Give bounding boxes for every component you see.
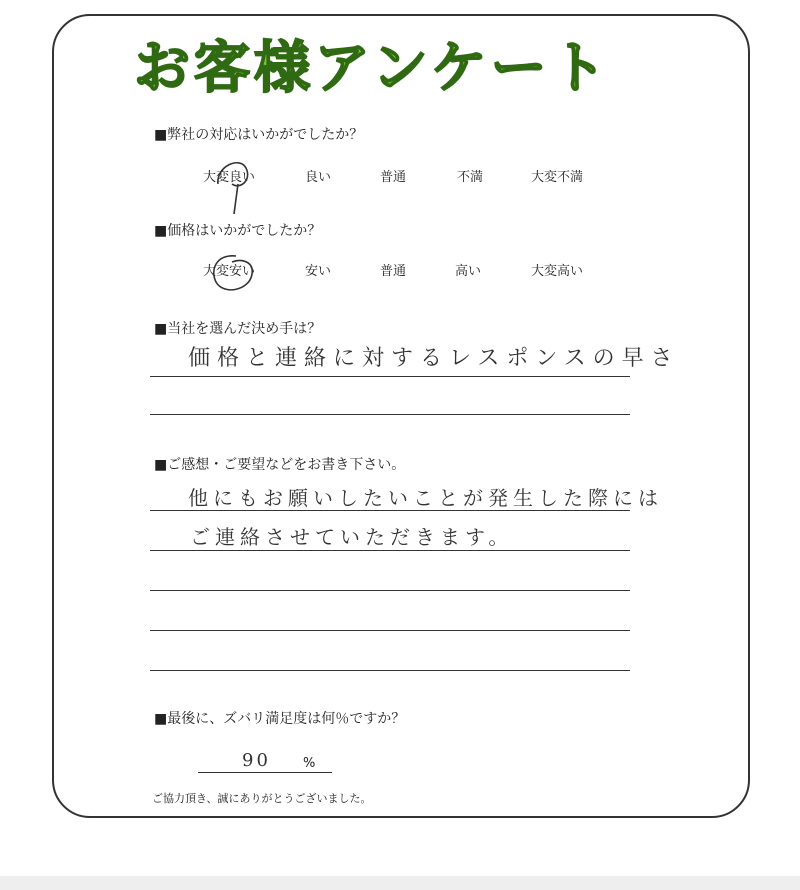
question-comments: ■ご感想・ご要望などをお書き下さい。 [154, 457, 406, 473]
question-price: ■価格はいかがでしたか？ [154, 223, 322, 239]
option-service-very-dissatisfied[interactable]: 大変不満 [531, 170, 584, 185]
thanks-footer: ご協力頂き、誠にありがとうございました。 [152, 792, 372, 805]
page-edge [0, 876, 800, 890]
selection-circle-mark [210, 154, 256, 218]
selection-circle-mark [206, 250, 258, 298]
option-service-very-good[interactable]: 大変良い [203, 170, 256, 185]
question-service: ■弊社の対応はいかがでしたか？ [154, 127, 364, 143]
answer-line [150, 630, 630, 631]
survey-title: お客様アンケート [134, 36, 611, 101]
reason-answer: 価格と連絡に対するレスポンスの早さ [188, 346, 680, 371]
option-price-average[interactable]: 普通 [380, 264, 407, 279]
option-price-cheap[interactable]: 安い [305, 264, 332, 279]
comments-answer-line1: 他にもお願いしたいことが発生した際には [188, 486, 663, 510]
option-price-very-expensive[interactable]: 大変高い [531, 264, 584, 279]
option-service-average[interactable]: 普通 [380, 170, 407, 185]
answer-line [150, 670, 630, 671]
answer-line [150, 550, 630, 551]
answer-line [150, 414, 630, 415]
question-reason: ■当社を選んだ決め手は？ [154, 321, 322, 337]
option-price-expensive[interactable]: 高い [455, 264, 482, 279]
option-service-dissatisfied[interactable]: 不満 [457, 170, 484, 185]
option-service-good[interactable]: 良い [305, 170, 332, 185]
satisfaction-line [198, 772, 332, 773]
answer-line [150, 510, 630, 511]
answer-line [150, 376, 630, 377]
satisfaction-unit: % [303, 756, 316, 771]
option-price-very-cheap[interactable]: 大変安い [203, 264, 256, 279]
comments-answer-line2: ご連絡させていただきます。 [190, 525, 514, 549]
satisfaction-value: 90 [242, 750, 271, 771]
answer-line [150, 590, 630, 591]
question-satisfaction: ■最後に、ズバリ満足度は何％ですか？ [154, 711, 406, 727]
